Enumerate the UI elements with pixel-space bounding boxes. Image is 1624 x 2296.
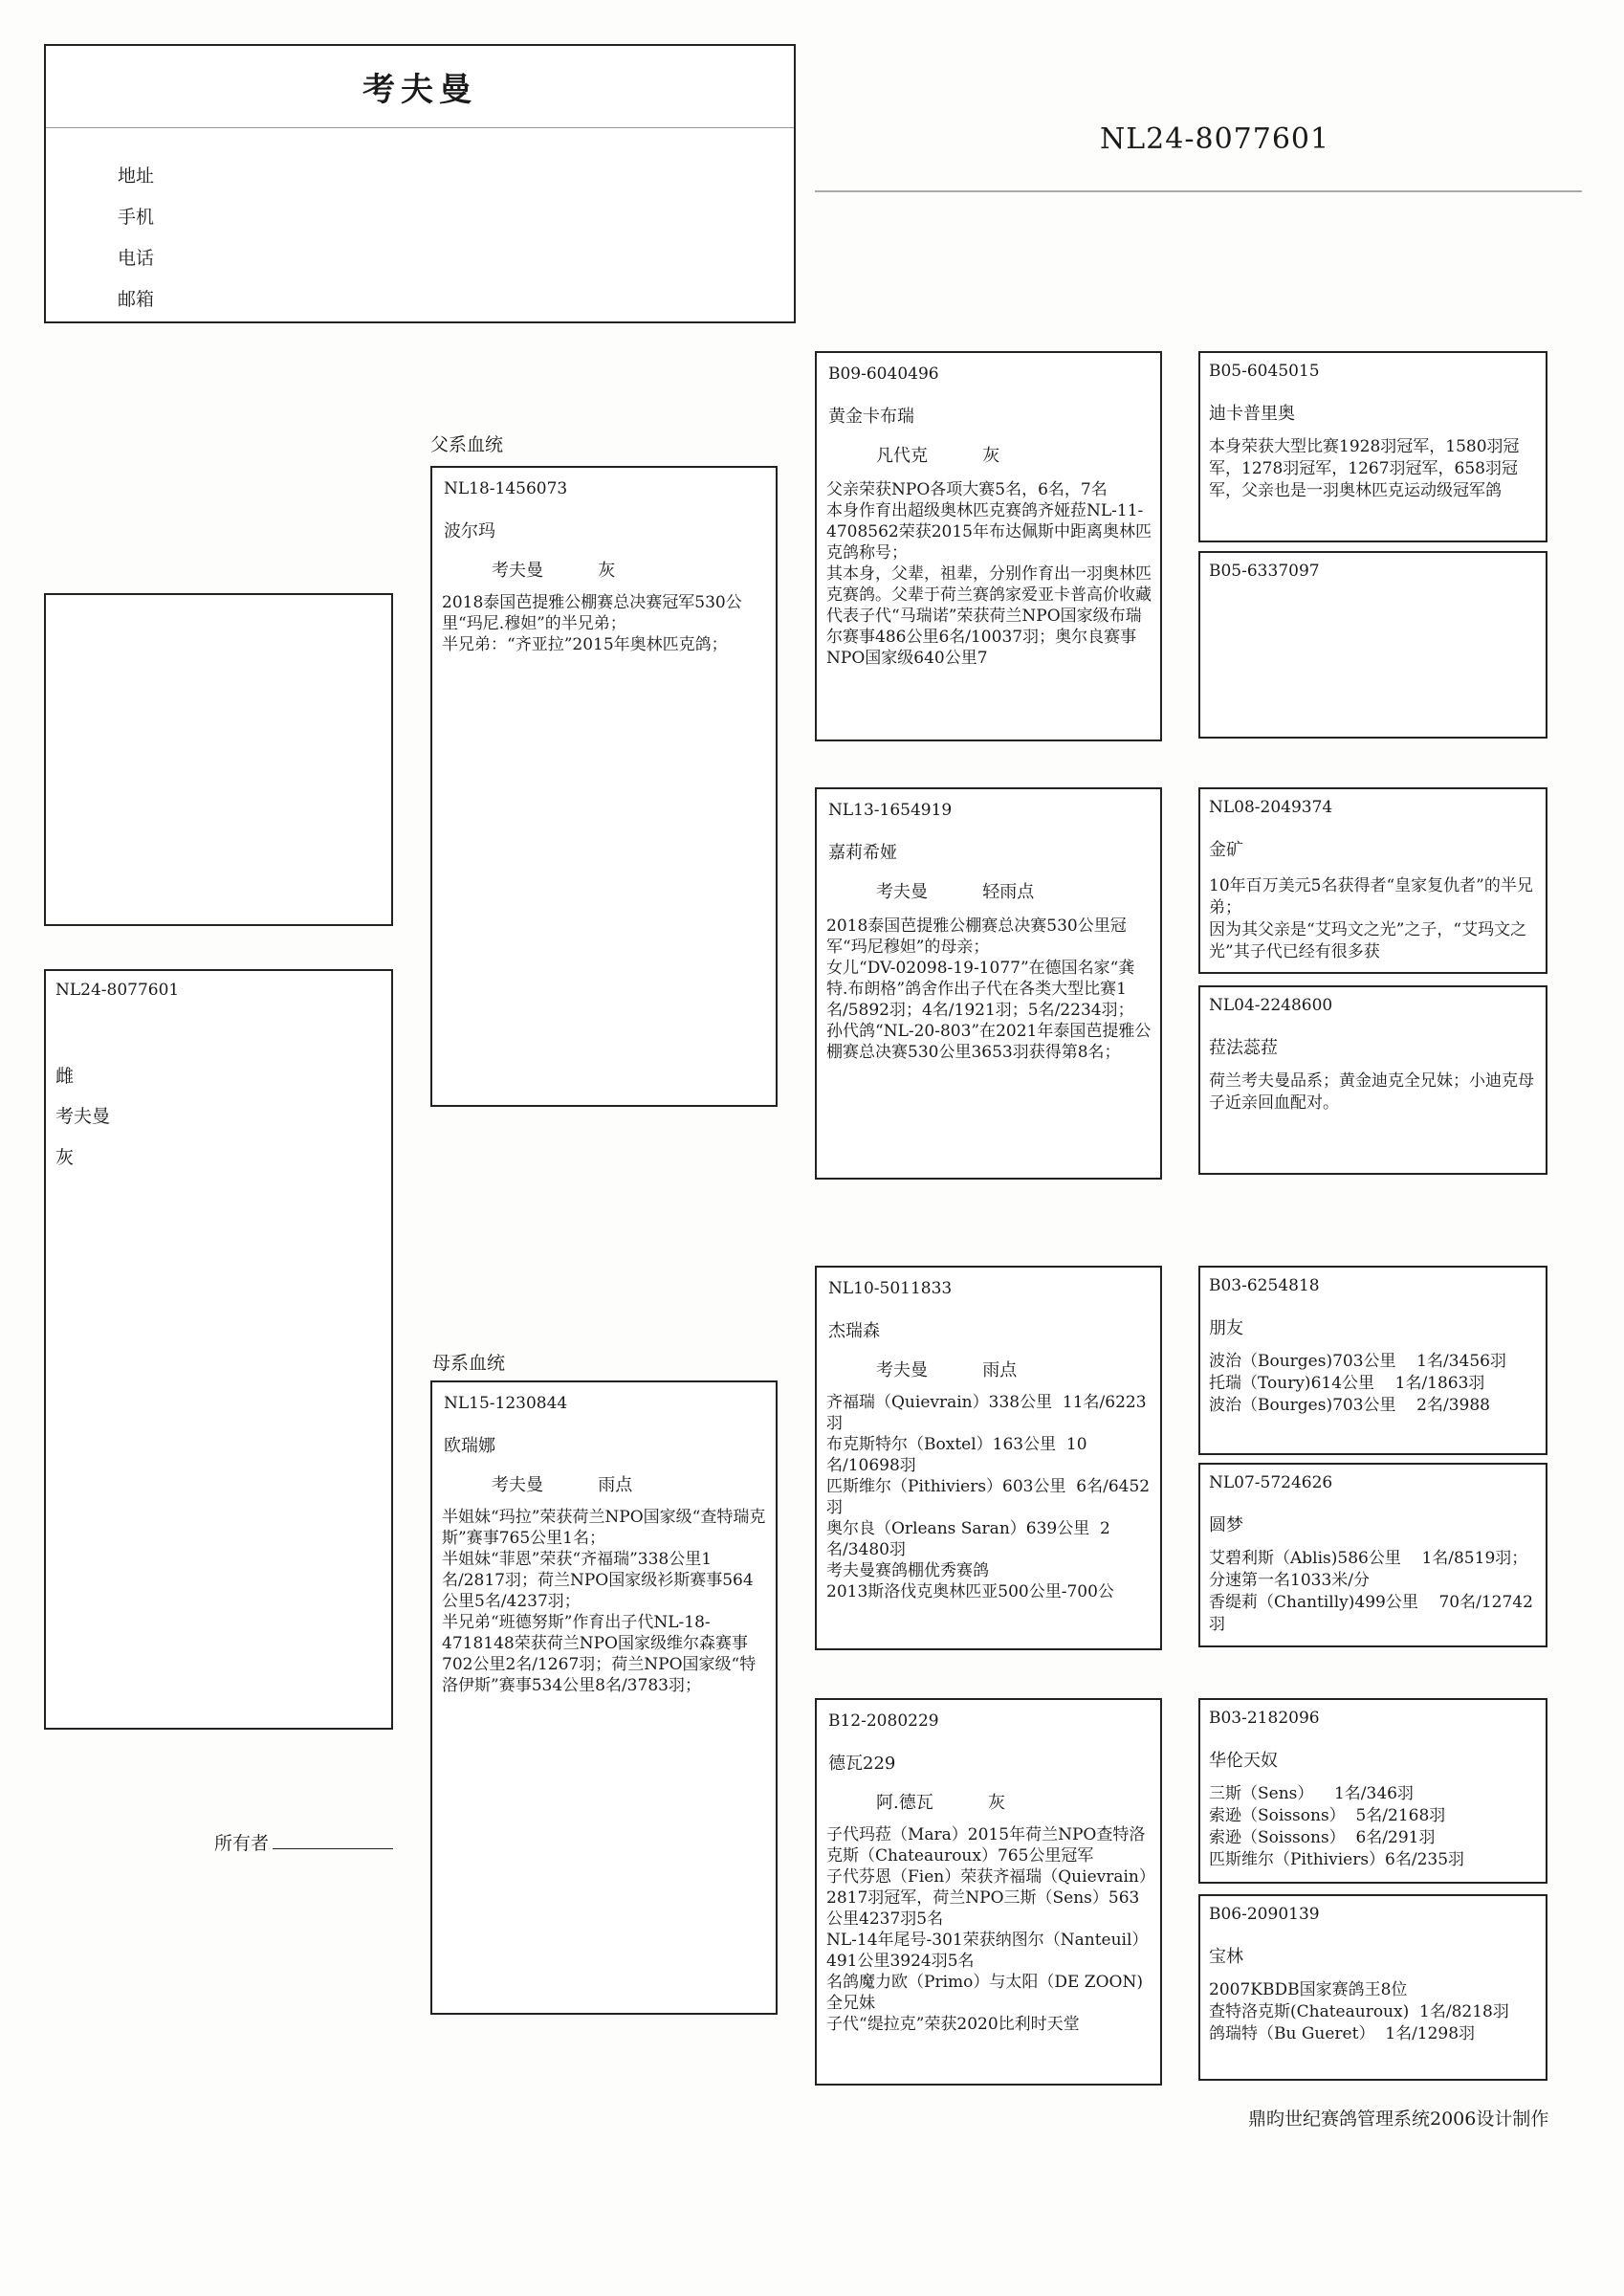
- grandparent-ring: NL13-1654919: [828, 801, 953, 820]
- contact-address-label: 地址: [118, 166, 155, 187]
- owner-blank-line[interactable]: [273, 1848, 393, 1849]
- great-grandparent-description: 10年百万美元5名获得者“皇家复仇者”的半兄弟； 因为其父亲是“艾玛文之光”之子，“艾玛文之光”其子代已经有很多获: [1209, 876, 1533, 961]
- sire-card: [430, 466, 778, 1107]
- grandparent-description: 子代玛菈（Mara）2015年荷兰NPO查特洛克斯（Chateauroux）765公里冠军 子代芬恩（Fien）荣获齐福瑞（Quievrain）2817羽冠军，荷兰NPO三斯（Sens）563公里4237羽5名 NL-14年尾号-301荣获纳图尔（Nanteuil）491公里3924羽5名 名鸽魔力欧（Primo）与太阳（DE ZOON)全兄妹 子代“缇拉克”荣获2020比利时天堂: [826, 1825, 1149, 2034]
- grandparent-breeder-color: 凡代克 灰: [876, 446, 1000, 466]
- great-grandparent-name: 圆梦: [1209, 1515, 1243, 1535]
- grandparent-name: 德瓦229: [828, 1754, 896, 1774]
- ring-number-underline: [815, 190, 1582, 192]
- breeder-title: 考夫曼: [362, 71, 477, 109]
- owner-label: [214, 1829, 393, 1855]
- great-grandparent-card: [1198, 787, 1547, 974]
- sire-breeder-color: 考夫曼 灰: [492, 561, 616, 581]
- contact-phone-label: 电话: [118, 248, 155, 269]
- great-grandparent-card: [1198, 1463, 1547, 1647]
- great-grandparent-name: 金矿: [1209, 840, 1243, 860]
- great-grandparent-description: 艾碧利斯（Ablis)586公里 1名/8519羽；分速第一名1033米/分 香缇莉（Chantilly)499公里 70名/12742羽: [1209, 1549, 1533, 1634]
- great-grandparent-name: 宝林: [1209, 1947, 1243, 1967]
- grandparent-card: [815, 1266, 1162, 1650]
- grandparent-description: 父亲荣获NPO各项大赛5名，6名，7名 本身作育出超级奥林匹克赛鸽齐娅菈NL-11-4708562荣获2015年布达佩斯中距离奥林匹克鸽称号； 其本身，父辈，祖辈，分别作育出一羽奥林匹克赛鸽。父辈于荷兰赛鸽家爱亚卡普高价收藏 代表子代“马瑞诺”荣获荷兰NPO国家级布瑞尔赛事486公里6名/10037羽；奥尔良赛事NPO国家级640公里7: [826, 480, 1152, 668]
- header-divider: [46, 127, 794, 128]
- grandparent-breeder-color: 考夫曼 雨点: [876, 1360, 1018, 1380]
- great-grandparent-name: 迪卡普里奥: [1209, 404, 1295, 424]
- sire-section-label: 父系血统: [430, 434, 504, 455]
- great-grandparent-ring: B05-6045015: [1209, 362, 1320, 381]
- grandparent-description: 齐福瑞（Quievrain）338公里 11名/6223羽 布克斯特尔（Boxtel）163公里 10名/10698羽 匹斯维尔（Pithiviers）603公里 6名/6452羽 奥尔良（Orleans Saran）639公里 2名/3480羽 考夫曼赛鸽棚优秀赛鸽 2013斯洛伐克奥林匹亚500公里-700公: [826, 1393, 1151, 1601]
- sire-ring: NL18-1456073: [444, 479, 568, 498]
- great-grandparent-description: 本身荣获大型比赛1928羽冠军，1580羽冠军，1278羽冠军，1267羽冠军，658羽冠军，父亲也是一羽奥林匹克运动级冠军鸽: [1209, 437, 1520, 500]
- subject-sex: 雌: [55, 1066, 75, 1087]
- contact-mobile-label: 手机: [118, 207, 155, 228]
- owner-label-text: 所有者: [214, 1833, 270, 1854]
- dam-breeder-color: 考夫曼 雨点: [492, 1475, 633, 1495]
- subject-color: 灰: [55, 1147, 75, 1168]
- great-grandparent-ring: B03-6254818: [1209, 1276, 1320, 1295]
- grandparent-card: [815, 1698, 1162, 2086]
- great-grandparent-description: 三斯（Sens） 1名/346羽 索逊（Soissons） 5名/2168羽 索逊（Soissons） 6名/291羽 匹斯维尔（Pithiviers）6名/235羽: [1209, 1784, 1465, 1869]
- great-grandparent-card: [1198, 985, 1547, 1175]
- dam-ring: NL15-1230844: [444, 1394, 568, 1413]
- great-grandparent-name: 华伦天奴: [1209, 1751, 1278, 1771]
- dam-section-label: 母系血统: [432, 1353, 506, 1374]
- grandparent-card: [815, 787, 1162, 1180]
- grandparent-ring: B09-6040496: [828, 364, 939, 384]
- contact-email-label: 邮箱: [118, 289, 155, 310]
- grandparent-card: [815, 351, 1162, 741]
- great-grandparent-ring: B05-6337097: [1209, 562, 1320, 581]
- great-grandparent-name: 菈法蕊菈: [1209, 1038, 1278, 1058]
- great-grandparent-ring: NL04-2248600: [1209, 996, 1333, 1015]
- subject-breeder: 考夫曼: [55, 1106, 111, 1127]
- great-grandparent-description: 荷兰考夫曼品系；黄金迪克全兄妹；小迪克母子近亲回血配对。: [1209, 1071, 1534, 1113]
- grandparent-breeder-color: 考夫曼 轻雨点: [876, 882, 1035, 902]
- great-grandparent-card: [1198, 1266, 1547, 1455]
- grandparent-name: 黄金卡布瑞: [828, 407, 914, 427]
- great-grandparent-card: [1198, 351, 1547, 542]
- grandparent-description: 2018泰国芭提雅公棚赛总决赛530公里冠军“玛尼穆妲”的母亲； 女儿“DV-02098-19-1077”在德国名家“龚特.布朗格”鸽舍作出子代在各类大型比赛1名/5892羽；4名/1921羽；5名/2234羽； 孙代鸽“NL-20-803”在2021年泰国芭提雅公棚赛总决赛530公里3653羽获得第8名；: [826, 916, 1152, 1062]
- grandparent-name: 杰瑞森: [828, 1321, 880, 1341]
- great-grandparent-description: 2007KBDB国家赛鸽王8位 查特洛克斯(Chateauroux) 1名/8218羽 鸽瑞特（Bu Gueret） 1名/1298羽: [1209, 1980, 1509, 2043]
- dam-name: 欧瑞娜: [444, 1436, 495, 1456]
- footer-credit: 鼎昀世纪赛鸽管理系统2006设计制作: [1248, 2108, 1549, 2130]
- great-grandparent-ring: NL08-2049374: [1209, 798, 1333, 817]
- great-grandparent-ring: NL07-5724626: [1209, 1473, 1333, 1492]
- great-grandparent-card: [1198, 1894, 1547, 2081]
- dam-card: [430, 1380, 778, 2015]
- photo-box: [44, 593, 393, 926]
- grandparent-name: 嘉莉希娅: [828, 843, 897, 863]
- great-grandparent-description: 波治（Bourges)703公里 1名/3456羽 托瑞（Toury)614公里 1名/1863羽 波治（Bourges)703公里 2名/3988: [1209, 1352, 1506, 1415]
- great-grandparent-ring: B03-2182096: [1209, 1709, 1320, 1728]
- grandparent-ring: NL10-5011833: [828, 1279, 953, 1298]
- dam-description: 半姐妹“玛拉”荣获荷兰NPO国家级“查特瑞克斯”赛事765公里1名； 半姐妹“菲恩”荣获“齐福瑞”338公里1名/2817羽；荷兰NPO国家级衫斯赛事564公里5名/4237羽； 半兄弟“班德努斯”作育出子代NL-18-4718148荣获荷兰NPO国家级维尔森赛事702公里2名/1267羽；荷兰NPO国家级“特洛伊斯”赛事534公里8名/3783羽；: [442, 1508, 766, 1695]
- subject-card: [44, 969, 393, 1730]
- subject-ring: NL24-8077601: [55, 981, 180, 1000]
- great-grandparent-card: [1198, 551, 1547, 739]
- great-grandparent-name: 朋友: [1209, 1318, 1243, 1338]
- ring-number-heading: NL24-8077601: [1100, 122, 1330, 156]
- great-grandparent-card: [1198, 1698, 1547, 1884]
- header-box: [44, 44, 796, 323]
- great-grandparent-ring: B06-2090139: [1209, 1905, 1320, 1924]
- sire-description: 2018泰国芭提雅公棚赛总决赛冠军530公里“玛尼.穆妲”的半兄弟； 半兄弟：“齐亚拉”2015年奥林匹克鸽；: [442, 593, 742, 654]
- grandparent-ring: B12-2080229: [828, 1711, 939, 1731]
- sire-name: 波尔玛: [444, 521, 495, 541]
- grandparent-breeder-color: 阿.德瓦 灰: [876, 1793, 1005, 1813]
